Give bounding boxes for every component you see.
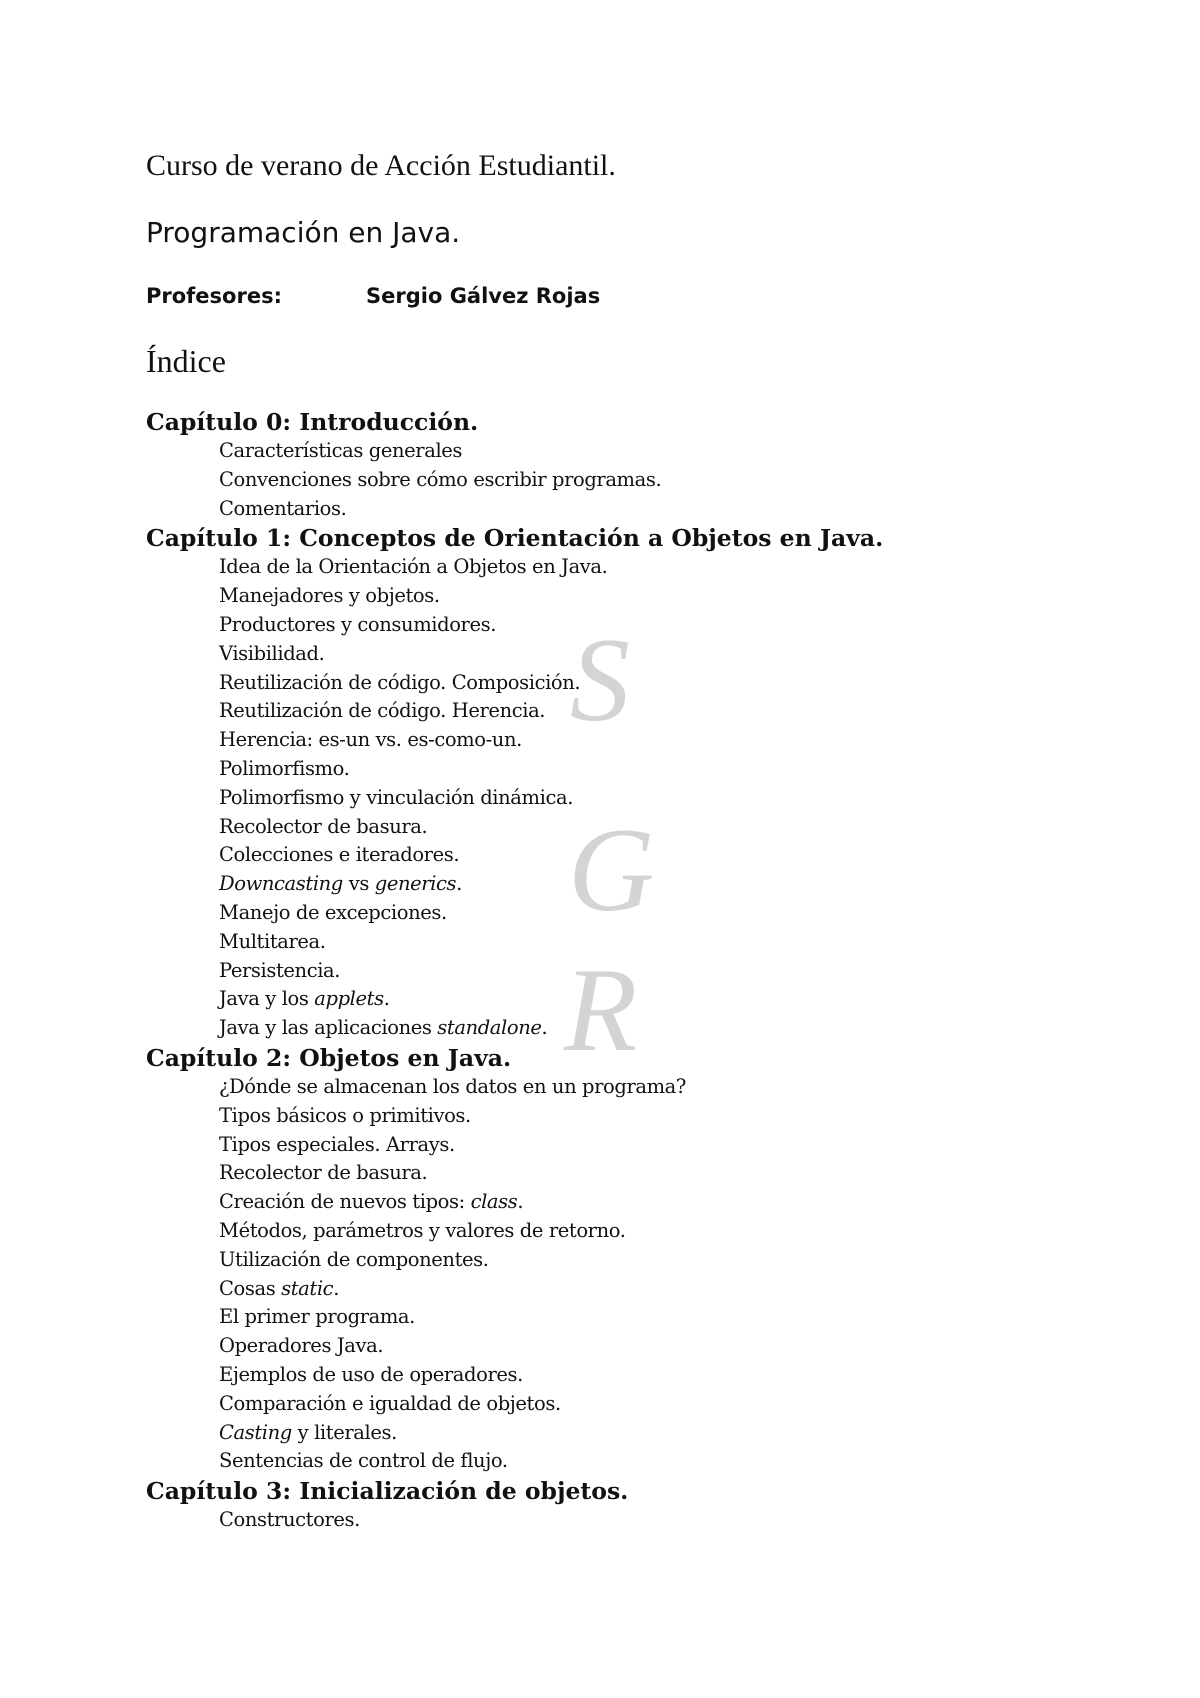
- toc-entry: Productores y consumidores.: [219, 612, 497, 636]
- toc-entry: El primer programa.: [219, 1305, 415, 1329]
- toc-entry: Polimorfismo y vinculación dinámica.: [219, 785, 573, 809]
- toc-entry: Tipos básicos o primitivos.: [219, 1103, 471, 1127]
- toc-entry: Constructores.: [219, 1508, 360, 1532]
- toc-entry: ¿Dónde se almacenan los datos en un programa?: [219, 1074, 686, 1098]
- subject-title: Programación en Java.: [146, 216, 461, 249]
- watermark-letter-r: R: [564, 943, 638, 1076]
- toc-entry: Cosas static.: [219, 1276, 339, 1300]
- chapter-heading: Capítulo 2: Objetos en Java.: [146, 1043, 512, 1072]
- toc-entry: Colecciones e iteradores.: [219, 843, 460, 867]
- toc-entry: Operadores Java.: [219, 1334, 384, 1358]
- chapter-heading: Capítulo 0: Introducción.: [146, 408, 479, 436]
- toc-entry: Manejadores y objetos.: [219, 584, 440, 608]
- toc-entry: Tipos especiales. Arrays.: [219, 1132, 455, 1156]
- toc-entry: Creación de nuevos tipos: class.: [219, 1190, 524, 1214]
- toc-entry: Manejo de excepciones.: [219, 900, 447, 924]
- watermark-letter-s: S: [570, 613, 630, 746]
- toc-entry: Comparación e igualdad de objetos.: [219, 1391, 561, 1415]
- index-title: Índice: [146, 343, 226, 379]
- toc-entry: Utilización de componentes.: [219, 1247, 489, 1271]
- toc-entry: Persistencia.: [219, 958, 341, 982]
- course-title: Curso de verano de Acción Estudiantil.: [146, 149, 616, 182]
- toc-entry: Idea de la Orientación a Objetos en Java.: [219, 555, 608, 579]
- toc-entry: Java y los applets.: [219, 987, 390, 1011]
- toc-entry: Convenciones sobre cómo escribir programas.: [219, 467, 662, 491]
- toc-entry: Recolector de basura.: [219, 1161, 428, 1185]
- toc-entry: Sentencias de control de flujo.: [219, 1449, 508, 1473]
- watermark-letter-g: G: [568, 803, 655, 936]
- toc-entry: Casting y literales.: [219, 1420, 397, 1444]
- toc-entry: Multitarea.: [219, 929, 326, 953]
- toc-entry: Downcasting vs generics.: [219, 872, 462, 896]
- chapter-heading: Capítulo 1: Conceptos de Orientación a Objetos en Java.: [146, 524, 884, 553]
- toc-entry: Herencia: es-un vs. es-como-un.: [219, 728, 522, 752]
- toc-entry: Reutilización de código. Composición.: [219, 670, 581, 694]
- professors-label: Profesores:: [146, 284, 282, 308]
- toc-entry: Características generales: [219, 439, 463, 462]
- toc-entry: Reutilización de código. Herencia.: [219, 699, 546, 723]
- toc-entry: Java y las aplicaciones standalone.: [219, 1016, 548, 1040]
- toc-entry: Visibilidad.: [219, 641, 325, 665]
- table-of-contents: [146, 407, 883, 1535]
- toc-entry: Métodos, parámetros y valores de retorno.: [219, 1218, 626, 1242]
- toc-entry: Polimorfismo.: [219, 756, 350, 780]
- chapter-heading: Capítulo 3: Inicialización de objetos.: [146, 1477, 629, 1506]
- toc-entry: Comentarios.: [219, 496, 347, 520]
- toc-entry: Recolector de basura.: [219, 814, 428, 838]
- professor-name: Sergio Gálvez Rojas: [366, 284, 601, 308]
- toc-entry: Ejemplos de uso de operadores.: [219, 1362, 523, 1386]
